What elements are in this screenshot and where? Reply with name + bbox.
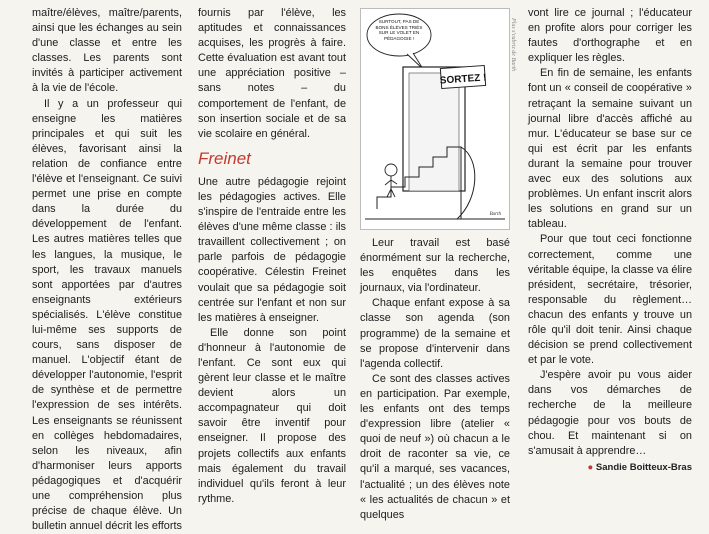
paragraph: Pour que tout ceci fonctionne correctement, comme une véritable équipe, la classe va élire président, secrétaire, trésorier, responsable du règlement… chacun des enfants y trouve un rôle qu'il doit tenir. Ainsi chaque décision se prend collectivement et par le vote. bbox=[528, 233, 692, 367]
speech-text-box bbox=[373, 19, 425, 53]
paragraph: J'espère avoir pu vous aider dans vos démarches de recherche de la meilleure pédagogie pour vos bouts de chou. Et maintenant si on s'amusait à apprendre… bbox=[528, 369, 692, 457]
sign-text: SORTEZ ! bbox=[439, 72, 487, 87]
door-panel bbox=[409, 73, 459, 191]
paragraph: fournis par l'élève, les aptitudes et connaissances acquises, les progrès à faire. Cette évaluation est avant tout une appréciation positive – sans notes – du comportement de l'enfant, de son insertion sociale et de sa vie scolaire en général. bbox=[198, 7, 346, 140]
cartoon-illustration bbox=[360, 8, 510, 230]
author-name: Sandie Boitteux-Bras bbox=[595, 461, 692, 473]
section-heading-freinet: Freinet bbox=[198, 148, 251, 168]
paragraph: Chaque enfant expose à sa classe son agenda (son programme) de la semaine et se propose d'intervenir dans l'agenda collectif. bbox=[360, 297, 510, 370]
paragraph: Elle donne son point d'honneur à l'autonomie de l'enfant. Ce sont eux qui gèrent leur classe et le maître devient alors un accompagnateur qui doit savoir être inventif pour enseigner. Il propose des projets collectifs aux enfants mais également du travail individuel qu'ils feront à leur rythme. bbox=[198, 326, 346, 505]
cartoon-drawing bbox=[361, 9, 509, 229]
paragraph: En fin de semaine, les enfants font un « conseil de coopérative » retraçant la semaine suivant un journal libre d'accès affiché au mur. L'éducateur se base sur ce qui est écrit par les enfants durant la semaine pour trouver avec eux des solutions aux problèmes. Un enfant inscrit alors les solutions en grand sur un tableau. bbox=[528, 67, 692, 231]
cartoon-credit: Plus s'cabriz de Barth bbox=[510, 18, 516, 72]
article-column-4 bbox=[528, 6, 692, 473]
speech-text: SURTOUT, PAS DE BONS ÉLÈVES TRIÉS SUR LE VOLET EN PÉDAGOGIE ! bbox=[375, 19, 423, 41]
article-column-2 bbox=[198, 6, 346, 505]
figure-head bbox=[385, 164, 397, 176]
paragraph: maître/élèves, maître/parents, ainsi que les échanges au sein d'une classe et entre les classes. Les parents sont invités à participer activement à la vie de l'école. bbox=[32, 7, 182, 95]
paragraph: Ce sont des classes actives en participation. Par exemple, les enfants ont des temps d'expression libre (atelier « quoi de neuf ») où chacun a le droit de raconter sa vie, ce qu'il a marqué, ses vacances, l'actualité ; un des élèves note « les actualités de chacun » et quelques bbox=[360, 372, 510, 521]
article-column-3 bbox=[360, 236, 510, 521]
article-column-1 bbox=[32, 6, 182, 533]
paragraph: Il y a un professeur qui enseigne les matières principales et qui suit les élèves, favorisant ainsi la relation de confiance entre l'élève et l'enseignant. Ce suivi permet une prise en compte dans la durée du développement de l'enfant. Les autres matières telles que les langues, la musique, le sport, les travaux manuels sont apportées par d'autres enseignants extérieurs spécialisés. L'élève constitue lui-même ses supports de cours, sans disposer de manuel. L'objectif étant de développer l'autonomie, l'esprit de synthèse et de permettre l'expression de ses intérêts. Les enseignants se réunissent en collèges hebdomadaires, selon les niveaux, afin d'harmoniser leurs apports pédagogiques et d'acquérir une compréhension plus précise de chaque élève. Un bulletin annuel décrit les efforts bbox=[32, 97, 182, 533]
paragraph: vont lire ce journal ; l'éducateur en profite alors pour corriger les fautes d'orthographe et en expliquer les règles. bbox=[528, 7, 692, 65]
cartoonist-signature: Barth bbox=[489, 212, 501, 217]
signature-bullet-icon: ● bbox=[587, 461, 594, 473]
paragraph: Une autre pédagogie rejoint les pédagogies actives. Elle s'inspire de l'entraide entre les élèves d'une même classe : ils travaillent collectivement ; on parle parfois de pédagogie coopérative. Célestin Freinet voulait que sa pédagogie soit centrée sur l'enfant et non sur les matières à enseigner. bbox=[198, 175, 346, 324]
paragraph: Leur travail est basé énormément sur la recherche, les enquêtes dans les journaux, via l'ordinateur. bbox=[360, 237, 510, 295]
author-signature bbox=[528, 460, 692, 475]
